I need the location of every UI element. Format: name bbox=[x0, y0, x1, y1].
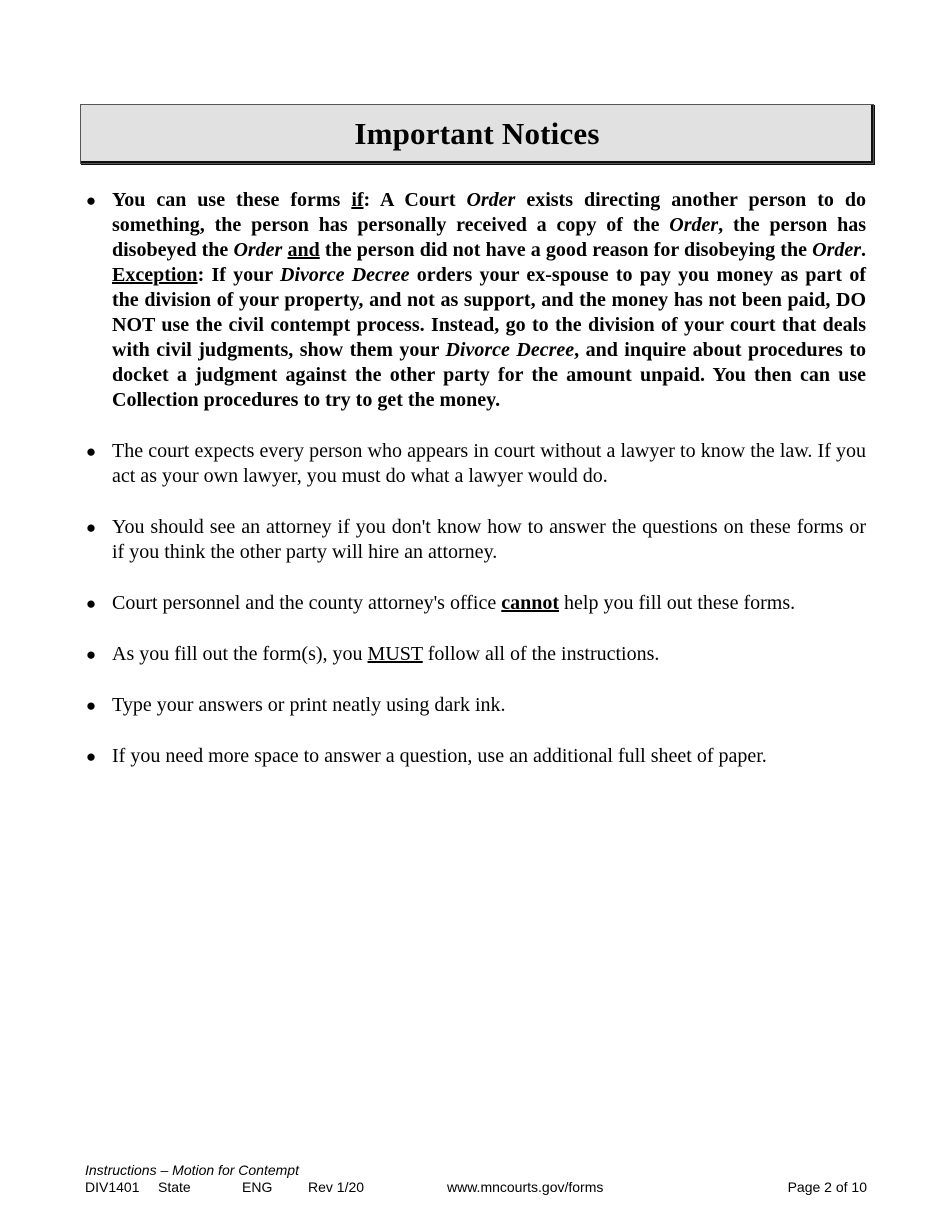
notice-text: : A Court bbox=[363, 189, 467, 211]
notice-text: the person did not have a good reason for disobeying the bbox=[319, 239, 813, 261]
notice-text: , and inquire about procedures to docket a judgment against the other party for the amount unpaid. You then can use Collection procedures to try to get the money. bbox=[112, 339, 866, 411]
notice-item bbox=[84, 591, 866, 616]
notice-text-underlined: if bbox=[351, 189, 364, 211]
footer-page-number: Page 2 of 10 bbox=[787, 1179, 867, 1195]
notice-text: . bbox=[861, 239, 867, 261]
notice-item bbox=[84, 439, 866, 489]
notice-text: exists directing another person to do something, the person has personally received a copy of the bbox=[112, 189, 866, 236]
bullet-icon: ● bbox=[85, 518, 97, 537]
notice-text-italic: Divorce Decree bbox=[280, 264, 410, 286]
notice-text: As you fill out the form(s), you bbox=[112, 643, 368, 665]
notice-item bbox=[84, 744, 866, 769]
page-footer bbox=[85, 1162, 867, 1196]
notice-text-italic: Order bbox=[466, 189, 516, 211]
notice-text-italic: Order bbox=[812, 239, 862, 261]
page-title: Important Notices bbox=[354, 116, 600, 151]
notice-text-italic: Divorce Decree bbox=[445, 339, 575, 361]
bullet-icon: ● bbox=[85, 442, 97, 461]
notice-text-italic: Order bbox=[669, 214, 719, 236]
bullet-icon: ● bbox=[85, 645, 97, 664]
bullet-icon: ● bbox=[85, 594, 97, 613]
notice-text: Type your answers or print neatly using dark ink. bbox=[112, 694, 506, 716]
footer-form-code: DIV1401 bbox=[85, 1179, 140, 1195]
footer-doc-title: Instructions – Motion for Contempt bbox=[85, 1162, 299, 1178]
notice-text-underlined: Exception bbox=[112, 264, 198, 286]
footer-jurisdiction: State bbox=[158, 1179, 191, 1195]
title-banner bbox=[80, 104, 874, 164]
notice-item bbox=[84, 188, 866, 413]
footer-revision: Rev 1/20 bbox=[308, 1179, 365, 1195]
notices-list bbox=[84, 188, 866, 795]
notice-text-underlined: and bbox=[287, 239, 320, 261]
notice-text-italic: Order bbox=[233, 239, 283, 261]
notice-text: You can use these forms bbox=[112, 189, 352, 211]
notice-text: If you need more space to answer a question, use an additional full sheet of paper. bbox=[112, 745, 767, 767]
notice-text: The court expects every person who appears in court without a lawyer to know the law. If you act as your own lawyer, you must do what a lawyer would do. bbox=[112, 440, 866, 487]
bullet-icon: ● bbox=[85, 696, 97, 715]
notice-text: help you fill out these forms. bbox=[559, 592, 796, 614]
bullet-icon: ● bbox=[85, 191, 97, 210]
notice-text: You should see an attorney if you don't know how to answer the questions on these forms or if you think the other party will hire an attorney. bbox=[112, 516, 866, 563]
bullet-icon: ● bbox=[85, 747, 97, 766]
notice-item bbox=[84, 642, 866, 667]
footer-language: ENG bbox=[242, 1179, 273, 1195]
notice-text: follow all of the instructions. bbox=[422, 643, 660, 665]
notice-item bbox=[84, 515, 866, 565]
notice-item bbox=[84, 693, 866, 718]
footer-url[interactable]: www.mncourts.gov/forms bbox=[447, 1179, 604, 1195]
notice-text: orders your ex-spouse to pay you money as part of the division of your property, and not as support, and the money has not been paid, DO NOT use the civil contempt process. Instead, go to the division of your court that deals with civil judgments, show them your bbox=[112, 264, 866, 361]
notice-text-underlined: MUST bbox=[367, 643, 423, 665]
notice-text: Court personnel and the county attorney's office bbox=[112, 592, 502, 614]
notice-text-emphasis: cannot bbox=[501, 592, 560, 614]
notice-text: , the person has disobeyed the bbox=[112, 214, 866, 261]
notice-text: : If your bbox=[197, 264, 281, 286]
